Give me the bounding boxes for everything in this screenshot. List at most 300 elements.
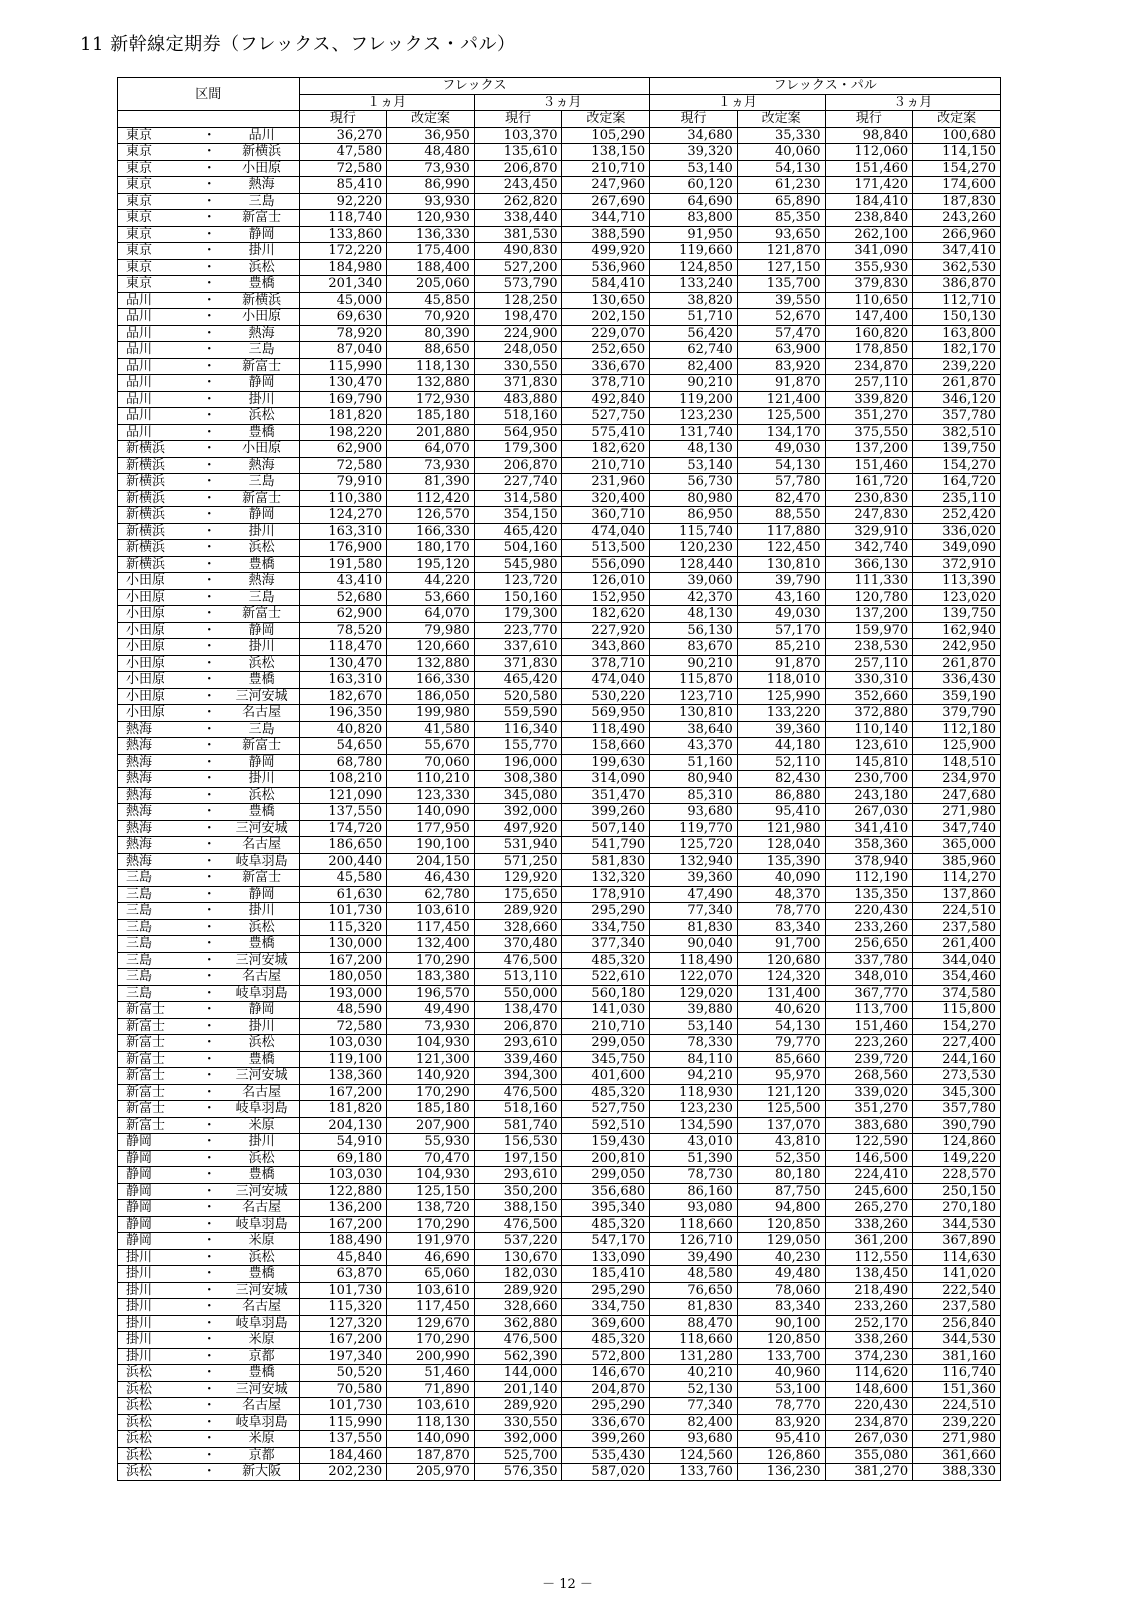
station-separator: ・ [194,1068,225,1085]
flex-1m-proposed-fare: 70,920 [387,309,475,326]
station-separator: ・ [194,474,225,491]
pal-3m-current-fare: 161,720 [825,474,913,491]
flex-3m-proposed-fare: 581,830 [562,853,650,870]
flex-1m-current-fare: 137,550 [299,804,387,821]
table-row [118,721,1001,738]
pal-1m-current-fare: 83,670 [650,639,738,656]
origin-station: 小田原 [118,606,194,623]
flex-3m-proposed-fare: 587,020 [562,1464,650,1481]
flex-1m-current-fare: 36,270 [299,127,387,144]
destination-station: 新富士 [225,870,299,887]
station-separator: ・ [194,358,225,375]
pal-3m-proposed-fare: 266,960 [913,226,1001,243]
flex-1m-current-fare: 72,580 [299,160,387,177]
pal-3m-proposed-fare: 261,870 [913,655,1001,672]
flex-1m-proposed-fare: 70,470 [387,1150,475,1167]
pal-3m-current-fare: 361,200 [825,1233,913,1250]
flex-1m-proposed-fare: 103,610 [387,903,475,920]
station-separator: ・ [194,738,225,755]
table-row [118,1035,1001,1052]
flex-3m-proposed-fare: 485,320 [562,1216,650,1233]
table-row [118,1431,1001,1448]
flex-1m-proposed-fare: 70,060 [387,754,475,771]
flex-3m-current-fare: 227,740 [474,474,562,491]
destination-station: 熱海 [225,457,299,474]
flex-3m-current-fare: 354,150 [474,507,562,524]
flex-1m-proposed-fare: 205,970 [387,1464,475,1481]
pal-1m-proposed-fare: 78,770 [737,903,825,920]
pal-1m-current-fare: 81,830 [650,919,738,936]
station-separator: ・ [194,589,225,606]
pal-3m-current-fare: 145,810 [825,754,913,771]
flex-1m-current-fare: 136,200 [299,1200,387,1217]
table-row [118,1315,1001,1332]
station-separator: ・ [194,936,225,953]
destination-station: 豊橋 [225,276,299,293]
flex-3m-proposed-fare: 267,690 [562,193,650,210]
flex-1m-current-fare: 40,820 [299,721,387,738]
pal-3m-proposed-fare: 148,510 [913,754,1001,771]
station-separator: ・ [194,771,225,788]
pal-1m-current-fare: 90,040 [650,936,738,953]
pal-1m-current-fare: 39,060 [650,573,738,590]
station-separator: ・ [194,985,225,1002]
flex-1m-current-fare: 163,310 [299,672,387,689]
flex-3m-current-fare: 573,790 [474,276,562,293]
flex-1m-proposed-fare: 201,880 [387,424,475,441]
pal-3m-current-fare: 178,850 [825,342,913,359]
table-row [118,1051,1001,1068]
pal-3m-current-fare: 329,910 [825,523,913,540]
pal-1m-current-fare: 132,940 [650,853,738,870]
station-separator: ・ [194,622,225,639]
pal-1m-proposed-fare: 90,100 [737,1315,825,1332]
pal-1m-current-fare: 82,400 [650,1414,738,1431]
origin-station: 品川 [118,292,194,309]
origin-station: 新横浜 [118,507,194,524]
flex-1m-current-fare: 110,380 [299,490,387,507]
flex-3m-proposed-fare: 152,950 [562,589,650,606]
flex-1m-current-fare: 101,730 [299,903,387,920]
flex-3m-proposed-fare: 474,040 [562,523,650,540]
flex-1m-proposed-fare: 79,980 [387,622,475,639]
origin-station: 品川 [118,342,194,359]
pal-3m-current-fare: 112,060 [825,144,913,161]
origin-station: 東京 [118,144,194,161]
flex-3m-current-fare: 248,050 [474,342,562,359]
pal-1m-current-fare: 93,680 [650,804,738,821]
destination-station: 静岡 [225,226,299,243]
origin-station: 新富士 [118,1084,194,1101]
flex-3m-current-fare: 490,830 [474,243,562,260]
pal-3m-current-fare: 355,080 [825,1447,913,1464]
flex-3m-current-fare: 350,200 [474,1183,562,1200]
station-separator: ・ [194,309,225,326]
origin-station: 掛川 [118,1249,194,1266]
table-row [118,1117,1001,1134]
pal-1m-current-fare: 43,010 [650,1134,738,1151]
destination-station: 掛川 [225,1134,299,1151]
station-separator: ・ [194,969,225,986]
origin-station: 掛川 [118,1332,194,1349]
flex-3m-proposed-fare: 227,920 [562,622,650,639]
pal-1m-current-fare: 130,810 [650,705,738,722]
pal-3m-proposed-fare: 124,860 [913,1134,1001,1151]
flex-3m-proposed-fare: 344,710 [562,210,650,227]
pal-1m-current-fare: 81,830 [650,1299,738,1316]
destination-station: 小田原 [225,160,299,177]
pal-3m-proposed-fare: 344,530 [913,1332,1001,1349]
flex-1m-proposed-fare: 177,950 [387,820,475,837]
pal-1m-proposed-fare: 122,450 [737,540,825,557]
flex-3m-current-fare: 465,420 [474,672,562,689]
flex-1m-proposed-fare: 170,290 [387,1216,475,1233]
flex-3m-proposed-fare: 299,050 [562,1035,650,1052]
pal-1m-proposed-fare: 128,040 [737,837,825,854]
flex-3m-current-fare: 392,000 [474,1431,562,1448]
flex-pal-three-month-header: ３ヵ月 [825,94,1001,111]
station-separator: ・ [194,688,225,705]
flex-1m-proposed-fare: 132,880 [387,655,475,672]
origin-station: 熱海 [118,754,194,771]
fare-table [117,77,1001,1481]
pal-1m-current-fare: 48,130 [650,441,738,458]
pal-1m-proposed-fare: 95,410 [737,1431,825,1448]
pal-1m-proposed-fare: 57,170 [737,622,825,639]
pal-3m-current-fare: 184,410 [825,193,913,210]
flex-3m-current-fare: 308,380 [474,771,562,788]
pal-1m-current-fare: 115,870 [650,672,738,689]
pal-3m-proposed-fare: 270,180 [913,1200,1001,1217]
flex-3m-current-fare: 476,500 [474,1216,562,1233]
flex-1m-proposed-fare: 120,930 [387,210,475,227]
pal-1m-proposed-fare: 85,210 [737,639,825,656]
pal-1m-proposed-fare: 85,350 [737,210,825,227]
pal-3m-current-fare: 381,270 [825,1464,913,1481]
pal-1m-current-fare: 39,880 [650,1002,738,1019]
flex-1m-current-fare: 69,630 [299,309,387,326]
pal-3m-proposed-fare: 114,270 [913,870,1001,887]
flex-3m-current-fare: 197,150 [474,1150,562,1167]
pal-1m-current-fare: 93,080 [650,1200,738,1217]
flex-1m-current-fare: 87,040 [299,342,387,359]
table-row [118,342,1001,359]
pal-3m-proposed-fare: 382,510 [913,424,1001,441]
origin-station: 新横浜 [118,490,194,507]
pal-1m-proposed-fare: 125,500 [737,408,825,425]
station-separator: ・ [194,1447,225,1464]
pal-3m-proposed-fare: 114,630 [913,1249,1001,1266]
flex-1m-proposed-fare: 132,400 [387,936,475,953]
flex-3m-current-fare: 550,000 [474,985,562,1002]
pal-1m-current-fare: 123,710 [650,688,738,705]
flex-3m-current-fare: 144,000 [474,1365,562,1382]
pal-3m-current-fare: 239,720 [825,1051,913,1068]
pal-1m-proposed-fare: 134,170 [737,424,825,441]
pal-3m-current-fare: 375,550 [825,424,913,441]
flex-1m-current-fare: 176,900 [299,540,387,557]
destination-station: 浜松 [225,408,299,425]
pal-3m-current-fare: 252,170 [825,1315,913,1332]
flex-1m-current-fare: 182,670 [299,688,387,705]
flex-1m-current-fare: 45,000 [299,292,387,309]
flex-3m-current-fare: 182,030 [474,1266,562,1283]
destination-station: 小田原 [225,441,299,458]
pal-3m-proposed-fare: 115,800 [913,1002,1001,1019]
flex-3m-proposed-fare: 536,960 [562,259,650,276]
flex-1m-current-fare: 181,820 [299,1101,387,1118]
flex-1m-proposed-fare: 81,390 [387,474,475,491]
pal-1m-proposed-fare: 79,770 [737,1035,825,1052]
station-separator: ・ [194,1464,225,1481]
destination-station: 静岡 [225,886,299,903]
flex-1m-current-fare: 167,200 [299,1332,387,1349]
flex-3m-current-fare: 138,470 [474,1002,562,1019]
flex-1m-current-fare: 130,470 [299,375,387,392]
pal-3m-proposed-fare: 374,580 [913,985,1001,1002]
origin-station: 三島 [118,870,194,887]
destination-station: 掛川 [225,639,299,656]
flex-1m-current-fare: 167,200 [299,1216,387,1233]
flex-1m-proposed-fare: 49,490 [387,1002,475,1019]
table-row [118,1464,1001,1481]
pal-3m-proposed-fare: 139,750 [913,441,1001,458]
destination-station: 品川 [225,127,299,144]
origin-station: 品川 [118,358,194,375]
table-row [118,507,1001,524]
station-separator: ・ [194,243,225,260]
flex-3m-current-fare: 476,500 [474,952,562,969]
table-row [118,1332,1001,1349]
pal-1m-proposed-fare: 126,860 [737,1447,825,1464]
origin-station: 静岡 [118,1216,194,1233]
flex-1m-proposed-fare: 71,890 [387,1381,475,1398]
flex-3m-proposed-fare: 200,810 [562,1150,650,1167]
pal-3m-proposed-fare: 347,740 [913,820,1001,837]
table-row [118,1216,1001,1233]
origin-station: 東京 [118,160,194,177]
flex-1m-current-fare: 202,230 [299,1464,387,1481]
station-separator: ・ [194,210,225,227]
pal-3m-proposed-fare: 125,900 [913,738,1001,755]
flex-1m-current-fare: 184,980 [299,259,387,276]
table-row [118,325,1001,342]
pal-1m-current-fare: 76,650 [650,1282,738,1299]
flex-1m-proposed-fare: 51,460 [387,1365,475,1382]
flex-3m-proposed-fare: 146,670 [562,1365,650,1382]
origin-station: 三島 [118,936,194,953]
pal-1m-current-fare: 91,950 [650,226,738,243]
destination-station: 豊橋 [225,1365,299,1382]
pal-3m-current-fare: 268,560 [825,1068,913,1085]
pal-3m-proposed-fare: 250,150 [913,1183,1001,1200]
destination-station: 浜松 [225,919,299,936]
origin-station: 品川 [118,375,194,392]
pal-3m-proposed-fare: 247,680 [913,787,1001,804]
flex-1m-proposed-fare: 170,290 [387,952,475,969]
table-row [118,259,1001,276]
pal-1m-current-fare: 128,440 [650,556,738,573]
pal-3m-proposed-fare: 116,740 [913,1365,1001,1382]
station-separator: ・ [194,721,225,738]
flex-1m-current-fare: 62,900 [299,606,387,623]
pal-3m-current-fare: 358,360 [825,837,913,854]
flex-3m-proposed-fare: 485,320 [562,952,650,969]
origin-station: 浜松 [118,1398,194,1415]
table-row [118,655,1001,672]
pal-1m-proposed-fare: 91,870 [737,655,825,672]
pal-1m-current-fare: 94,210 [650,1068,738,1085]
pal-3m-proposed-fare: 174,600 [913,177,1001,194]
table-row [118,556,1001,573]
flex-3m-current-fare: 198,470 [474,309,562,326]
flex-3m-current-fare: 330,550 [474,1414,562,1431]
pal-1m-proposed-fare: 137,070 [737,1117,825,1134]
flex-3m-current-fare: 392,000 [474,804,562,821]
destination-station: 浜松 [225,1150,299,1167]
flex-1m-current-fare: 45,840 [299,1249,387,1266]
flex-3m-proposed-fare: 204,870 [562,1381,650,1398]
flex-1m-proposed-fare: 185,180 [387,1101,475,1118]
pal-1m-proposed-fare: 118,010 [737,672,825,689]
table-row [118,1348,1001,1365]
pal-3m-proposed-fare: 252,420 [913,507,1001,524]
pal-1m-current-fare: 42,370 [650,589,738,606]
pal-1m-proposed-fare: 95,970 [737,1068,825,1085]
table-row [118,985,1001,1002]
flex-3m-proposed-fare: 320,400 [562,490,650,507]
pal-3m-proposed-fare: 273,530 [913,1068,1001,1085]
flex-1m-current-fare: 108,210 [299,771,387,788]
table-row [118,1233,1001,1250]
destination-station: 米原 [225,1233,299,1250]
flex-1m-current-fare: 122,880 [299,1183,387,1200]
pal-1m-proposed-fare: 124,320 [737,969,825,986]
flex-3m-current-fare: 339,460 [474,1051,562,1068]
pal-1m-proposed-fare: 117,880 [737,523,825,540]
pal-1m-current-fare: 118,660 [650,1216,738,1233]
origin-station: 小田原 [118,672,194,689]
destination-station: 掛川 [225,903,299,920]
flex-3m-proposed-fare: 130,650 [562,292,650,309]
flex-1m-current-fare: 101,730 [299,1282,387,1299]
pal-1m-proposed-fare: 78,060 [737,1282,825,1299]
pal-1m-proposed-fare: 82,470 [737,490,825,507]
station-separator: ・ [194,441,225,458]
pal-1m-proposed-fare: 121,120 [737,1084,825,1101]
pal-1m-proposed-fare: 63,900 [737,342,825,359]
pal-3m-proposed-fare: 365,000 [913,837,1001,854]
origin-station: 熱海 [118,853,194,870]
table-row [118,688,1001,705]
flex-3m-current-fare: 576,350 [474,1464,562,1481]
pal-3m-proposed-fare: 154,270 [913,457,1001,474]
origin-station: 小田原 [118,639,194,656]
flex-3m-current-fare: 135,610 [474,144,562,161]
table-row [118,193,1001,210]
table-row [118,1183,1001,1200]
document-title: 11 新幹線定期券（フレックス、フレックス・パル） [80,34,516,55]
table-row [118,226,1001,243]
flex-3m-current-fare: 330,550 [474,358,562,375]
flex-3m-current-fare: 123,720 [474,573,562,590]
station-separator: ・ [194,325,225,342]
flex-3m-current-fare: 476,500 [474,1084,562,1101]
flex-1m-proposed-fare: 186,050 [387,688,475,705]
pal-1m-current-fare: 56,130 [650,622,738,639]
flex-3m-proposed-fare: 485,320 [562,1084,650,1101]
pal-1m-current-fare: 129,020 [650,985,738,1002]
destination-station: 三河安城 [225,1068,299,1085]
flex-1m-proposed-fare: 110,210 [387,771,475,788]
flex-3m-proposed-fare: 336,670 [562,1414,650,1431]
station-separator: ・ [194,1051,225,1068]
proposed-header: 改定案 [387,111,475,128]
flex-pal-header: フレックス・パル [650,78,1001,95]
flex-3m-current-fare: 175,650 [474,886,562,903]
pal-1m-proposed-fare: 95,410 [737,804,825,821]
destination-station: 掛川 [225,243,299,260]
flex-1m-current-fare: 184,460 [299,1447,387,1464]
flex-3m-current-fare: 289,920 [474,903,562,920]
flex-3m-current-fare: 201,140 [474,1381,562,1398]
destination-station: 三河安城 [225,820,299,837]
current-header: 現行 [474,111,562,128]
station-separator: ・ [194,408,225,425]
table-row [118,1381,1001,1398]
flex-1m-current-fare: 54,910 [299,1134,387,1151]
destination-station: 名古屋 [225,705,299,722]
pal-1m-proposed-fare: 40,230 [737,1249,825,1266]
flex-1m-proposed-fare: 104,930 [387,1035,475,1052]
flex-1m-proposed-fare: 175,400 [387,243,475,260]
flex-3m-proposed-fare: 356,680 [562,1183,650,1200]
flex-1m-proposed-fare: 103,610 [387,1282,475,1299]
flex-3m-current-fare: 513,110 [474,969,562,986]
table-row [118,606,1001,623]
pal-3m-proposed-fare: 362,530 [913,259,1001,276]
pal-1m-proposed-fare: 130,810 [737,556,825,573]
destination-station: 三河安城 [225,952,299,969]
origin-station: 掛川 [118,1348,194,1365]
station-separator: ・ [194,1249,225,1266]
flex-1m-proposed-fare: 44,220 [387,573,475,590]
origin-station: 浜松 [118,1447,194,1464]
pal-3m-proposed-fare: 388,330 [913,1464,1001,1481]
flex-3m-proposed-fare: 345,750 [562,1051,650,1068]
flex-1m-current-fare: 127,320 [299,1315,387,1332]
table-row [118,903,1001,920]
pal-3m-proposed-fare: 239,220 [913,358,1001,375]
station-separator: ・ [194,820,225,837]
flex-header: フレックス [299,78,650,95]
flex-3m-current-fare: 476,500 [474,1332,562,1349]
pal-3m-proposed-fare: 345,300 [913,1084,1001,1101]
flex-3m-proposed-fare: 369,600 [562,1315,650,1332]
pal-1m-current-fare: 51,160 [650,754,738,771]
flex-3m-current-fare: 537,220 [474,1233,562,1250]
station-separator: ・ [194,804,225,821]
flex-1m-proposed-fare: 166,330 [387,672,475,689]
pal-1m-proposed-fare: 135,700 [737,276,825,293]
flex-3m-proposed-fare: 377,340 [562,936,650,953]
pal-3m-current-fare: 355,930 [825,259,913,276]
pal-3m-proposed-fare: 244,160 [913,1051,1001,1068]
destination-station: 新富士 [225,358,299,375]
pal-1m-current-fare: 62,740 [650,342,738,359]
station-separator: ・ [194,837,225,854]
flex-3m-proposed-fare: 295,290 [562,903,650,920]
